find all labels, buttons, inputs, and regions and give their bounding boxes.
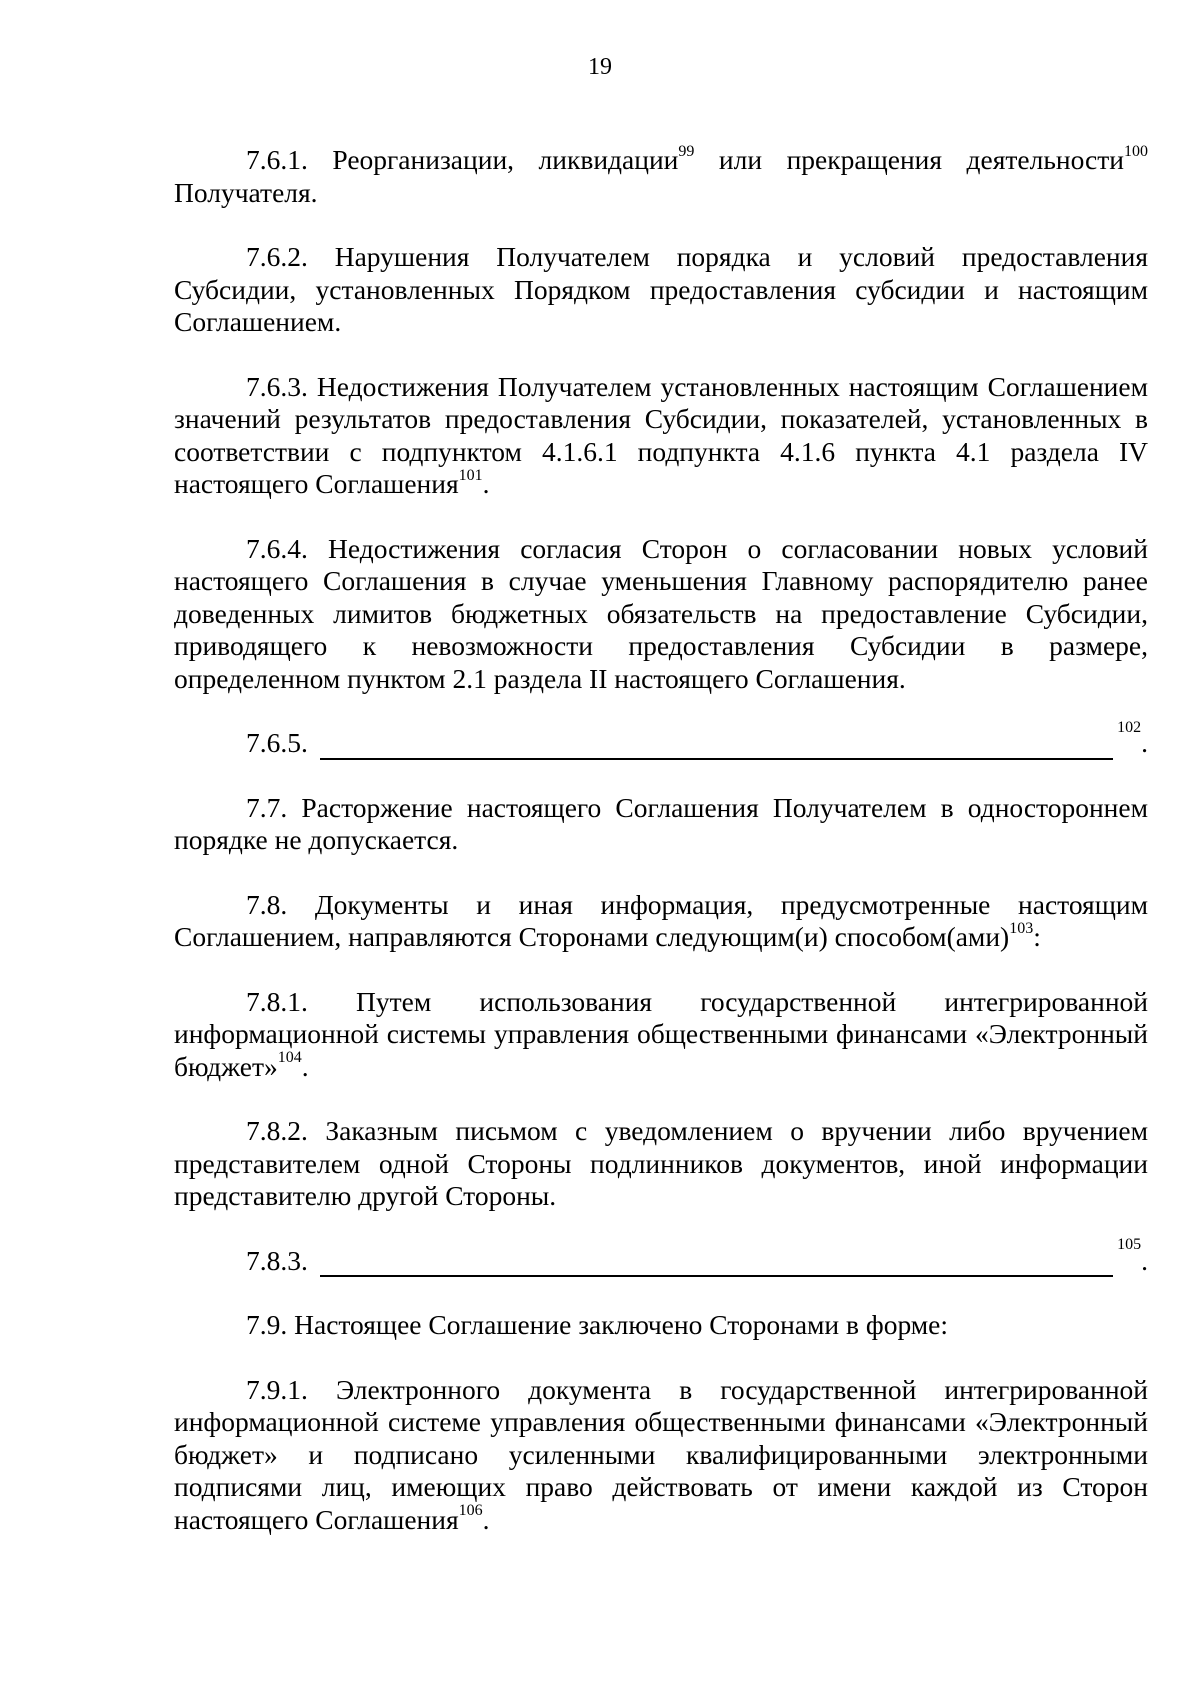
clause-number: 7.9.1. (246, 1373, 308, 1405)
footnote-ref[interactable]: 101 (458, 466, 483, 484)
clause-7-6-1 (174, 144, 1148, 209)
clause-number: 7.6.5. (246, 727, 308, 758)
clause-number: 7.6.3. (246, 370, 308, 402)
clause-7-8-3 (174, 1236, 1148, 1278)
clause-number: 7.6.4. (246, 532, 308, 564)
clause-7-6-4 (174, 533, 1148, 696)
clause-text: или прекращения деятельности (694, 144, 1124, 175)
footnote-ref[interactable]: 103 (1009, 919, 1034, 937)
clause-number: 7.8.2. (246, 1115, 308, 1146)
clause-text: Получателя. (174, 176, 318, 208)
footnote-ref[interactable]: 102 (1117, 718, 1142, 736)
footnote-ref[interactable]: 105 (1117, 1236, 1142, 1254)
clause-7-7: 7.7. Расторжение настоящего Соглашения Получателем в одностороннем порядке не допускается. (174, 791, 1148, 855)
clause-7-9-1 (174, 1374, 1148, 1537)
clause-end: . (482, 1503, 490, 1535)
clause-end: . (301, 1050, 309, 1082)
footnote-ref[interactable]: 99 (678, 142, 695, 160)
blank-fill-line (320, 1249, 1113, 1277)
clause-number: 7.6.1. (246, 144, 308, 175)
clause-7-8 (174, 889, 1148, 954)
page-number: 19 (588, 54, 612, 80)
clause-7-6-2 (174, 241, 1148, 339)
clause-text: Недостижения согласия Сторон о согласовании новых условий настоящего Соглашения в случае уменьшения Главному распорядителю ранее доведенных лимитов бюджетных обязательств на предоставление Субсидии, приводящего к невозможности предоставления Субсидии в размере, определенном пунктом 2.1 раздела II настоящего Соглашения. (174, 532, 1148, 694)
clause-tail (1117, 718, 1148, 760)
clause-text: Заказным письмом с уведомлением о вручении либо вручением представителем одной Стороны подлинников документов, иной информации представителю другой Стороны. (174, 1115, 1149, 1211)
clause-7-6-5 (174, 718, 1148, 760)
clause-end: : (1033, 921, 1041, 952)
clause-text: 7.8. Документы и иная информация, предусмотренные настоящим Соглашением, направляются Сторонами следующим(и) способом(ами) (174, 888, 1148, 952)
footnote-ref[interactable]: 100 (1123, 142, 1148, 160)
clause-number: 7.6.2. (246, 241, 308, 272)
footnote-ref[interactable]: 104 (277, 1049, 302, 1067)
clause-end: . (482, 468, 490, 499)
clause-end: . (1141, 1244, 1148, 1276)
clause-text: Нарушения Получателем порядка и условий предоставления Субсидии, установленных Порядком предоставления субсидии и настоящим Соглашением. (174, 241, 1148, 337)
clause-text: Электронного документа в государственной интегрированной информационной системе управления общественными финансами «Электронный бюджет» и подписано усиленными квалифицированными электронными подписями лиц, имеющих право действовать от имени каждой из Сторон настоящего Соглашения (174, 1373, 1148, 1535)
clause-7-9: 7.9. Настоящее Соглашение заключено Сторонами в форме: (246, 1309, 949, 1340)
clause-end: . (1141, 727, 1148, 758)
clause-text: Реорганизации, ликвидации (332, 144, 679, 175)
clause-number: 7.8.1. (246, 985, 308, 1017)
clause-text: Недостижения Получателем установленных настоящим Соглашением значений результатов предоставления Субсидии, показателей, установленных в соответствии с подпунктом 4.1.6.1 подпункта 4.1.6 пункта 4.1 раздела IV настоящего Соглашения (174, 370, 1148, 499)
document-body (174, 144, 1148, 1568)
clause-7-8-2 (174, 1115, 1148, 1213)
clause-number: 7.8.3. (246, 1244, 308, 1276)
clause-7-8-1 (174, 986, 1148, 1084)
footnote-ref[interactable]: 106 (458, 1502, 483, 1520)
blank-fill-line (320, 732, 1113, 760)
clause-tail (1117, 1236, 1148, 1278)
clause-7-6-3 (174, 371, 1148, 501)
clause-text: Путем использования государственной интегрированной информационной системы управления общественными финансами «Электронный бюджет» (174, 985, 1149, 1082)
